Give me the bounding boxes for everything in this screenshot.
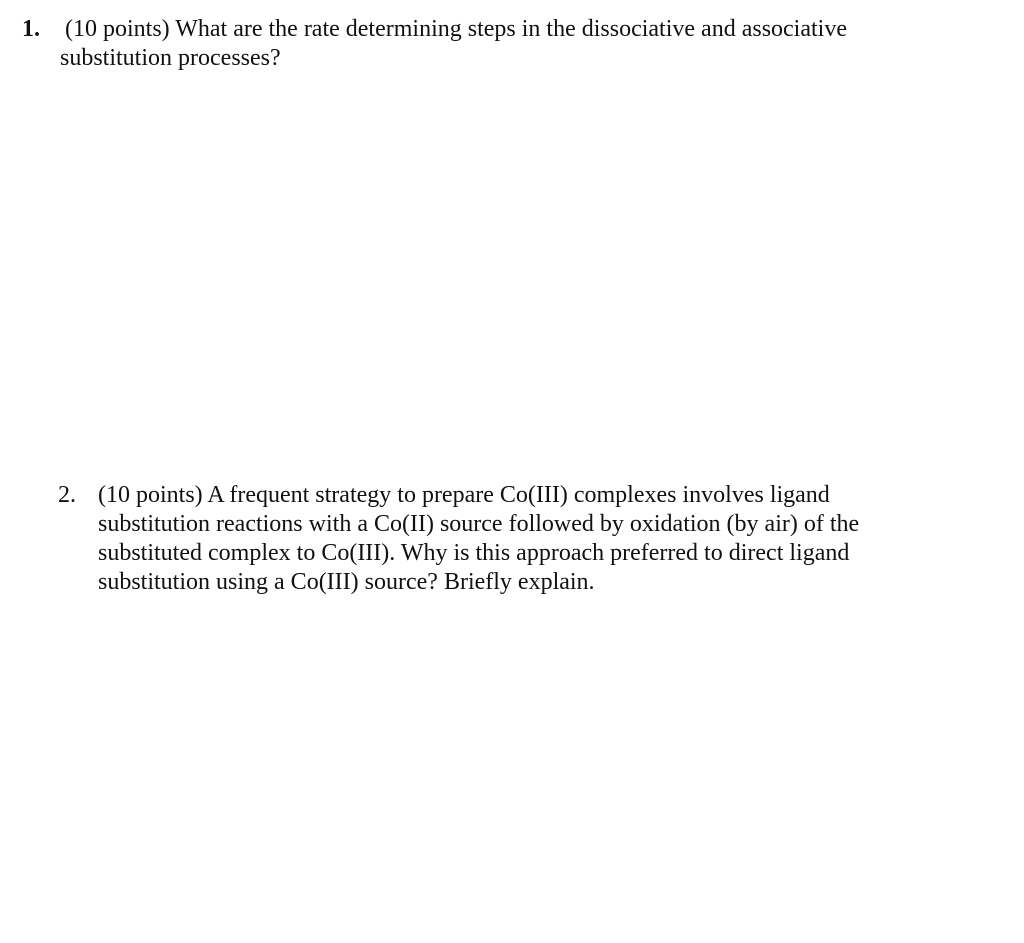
question-1-line-1: (10 points) What are the rate determining steps in the dissociative and associative (65, 16, 847, 42)
question-2-line-2: substitution reactions with a Co(II) source followed by oxidation (by air) of the (98, 511, 860, 537)
question-2 (58, 481, 958, 597)
question-1-number: 1. (22, 16, 40, 42)
question-2-line-3: substituted complex to Co(III). Why is this approach preferred to direct ligand (98, 540, 850, 566)
question-2-number: 2. (58, 482, 76, 508)
question-2-line-1: (10 points) A frequent strategy to prepare Co(III) complexes involves ligand (98, 482, 830, 508)
question-1 (22, 15, 942, 73)
question-1-line-2: substitution processes? (60, 45, 281, 71)
question-2-line-4: substitution using a Co(III) source? Briefly explain. (98, 569, 595, 595)
question-2-text (58, 481, 958, 597)
question-1-text (22, 15, 942, 73)
